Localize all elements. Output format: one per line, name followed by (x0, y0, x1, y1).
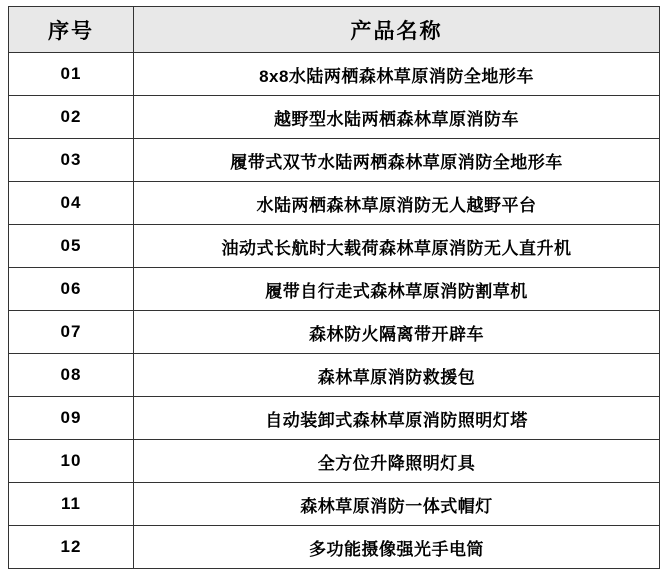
table-row (9, 96, 660, 139)
cell-product-name: 水陆两栖森林草原消防无人越野平台 (134, 182, 660, 225)
cell-product-name: 越野型水陆两栖森林草原消防车 (134, 96, 660, 139)
table-header-row (9, 7, 660, 53)
cell-index: 11 (9, 483, 134, 526)
table-row (9, 397, 660, 440)
cell-index: 03 (9, 139, 134, 182)
table-row (9, 53, 660, 96)
cell-index: 02 (9, 96, 134, 139)
table-row (9, 225, 660, 268)
cell-product-name: 森林防火隔离带开辟车 (134, 311, 660, 354)
table-row (9, 268, 660, 311)
cell-index: 07 (9, 311, 134, 354)
cell-index: 01 (9, 53, 134, 96)
product-table (8, 6, 660, 569)
cell-product-name: 油动式长航时大载荷森林草原消防无人直升机 (134, 225, 660, 268)
cell-index: 06 (9, 268, 134, 311)
table-row (9, 483, 660, 526)
cell-index: 05 (9, 225, 134, 268)
cell-product-name: 履带自行走式森林草原消防割草机 (134, 268, 660, 311)
cell-product-name: 自动装卸式森林草原消防照明灯塔 (134, 397, 660, 440)
table-row (9, 311, 660, 354)
table-row (9, 526, 660, 569)
cell-index: 09 (9, 397, 134, 440)
table-row (9, 139, 660, 182)
cell-index: 10 (9, 440, 134, 483)
table-row (9, 354, 660, 397)
table-header (9, 7, 660, 53)
table-row (9, 182, 660, 225)
cell-product-name: 履带式双节水陆两栖森林草原消防全地形车 (134, 139, 660, 182)
cell-product-name: 全方位升降照明灯具 (134, 440, 660, 483)
table-row (9, 440, 660, 483)
cell-index: 08 (9, 354, 134, 397)
table-body (9, 53, 660, 569)
cell-product-name: 8x8水陆两栖森林草原消防全地形车 (134, 53, 660, 96)
cell-product-name: 森林草原消防救援包 (134, 354, 660, 397)
column-header-index: 序号 (9, 7, 134, 53)
cell-product-name: 多功能摄像强光手电筒 (134, 526, 660, 569)
cell-index: 04 (9, 182, 134, 225)
cell-product-name: 森林草原消防一体式帽灯 (134, 483, 660, 526)
cell-index: 12 (9, 526, 134, 569)
column-header-product-name: 产品名称 (134, 7, 660, 53)
